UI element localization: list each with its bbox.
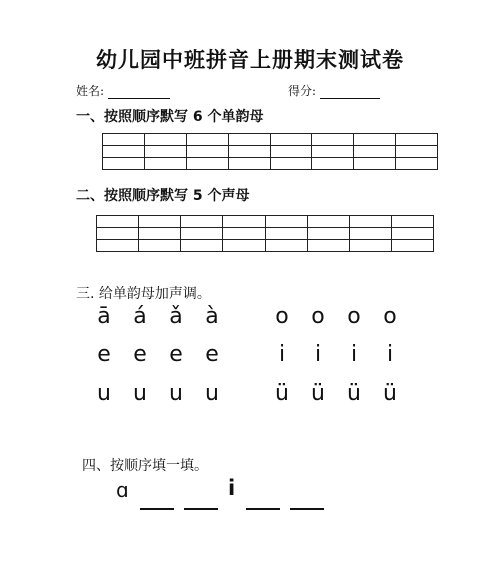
- fill-blank-1[interactable]: [140, 506, 174, 510]
- fill-middle-letter: i: [228, 476, 236, 500]
- tone-letter: e: [133, 342, 147, 367]
- section-4-heading: 四、按顺序填一填。: [82, 458, 208, 474]
- fill-blank-2[interactable]: [184, 506, 218, 510]
- score-field[interactable]: [288, 82, 380, 99]
- tone-letter: e: [97, 342, 111, 367]
- tone-row-2: [86, 342, 408, 367]
- tone-letter: o: [275, 304, 289, 329]
- section-2-heading: 二、按照顺序默写 5 个声母: [76, 188, 250, 204]
- tone-letter: ü: [311, 381, 325, 406]
- fill-blank-4[interactable]: [290, 506, 324, 510]
- section-3-heading: 三. 给单韵母加声调。: [76, 286, 211, 302]
- tone-letter: ü: [383, 381, 397, 406]
- tone-letter: u: [97, 381, 111, 406]
- tone-letter: o: [347, 304, 361, 329]
- tone-letter: u: [205, 381, 219, 406]
- tone-letter: ü: [275, 381, 289, 406]
- name-label: 姓名:: [76, 84, 105, 98]
- score-label: 得分:: [288, 84, 317, 98]
- tone-letter: i: [386, 342, 394, 367]
- fill-first-letter: ɑ: [116, 478, 129, 502]
- section-1-heading: 一、按照顺序默写 6 个单韵母: [76, 109, 264, 125]
- tone-letter: o: [383, 304, 397, 329]
- tone-letter: ü: [347, 381, 361, 406]
- name-blank[interactable]: [108, 85, 170, 99]
- tone-letter: à: [205, 304, 219, 329]
- tone-row-1: [86, 304, 408, 329]
- finals-grid[interactable]: [102, 133, 438, 170]
- tone-letter: i: [314, 342, 322, 367]
- tone-letter: e: [169, 342, 183, 367]
- tone-row-3: [86, 381, 408, 406]
- initials-grid[interactable]: [96, 215, 434, 252]
- tone-letter: i: [278, 342, 286, 367]
- tone-letter: u: [133, 381, 147, 406]
- tone-letter: á: [133, 304, 147, 329]
- tone-letter: ā: [97, 304, 111, 329]
- page-title: 幼儿园中班拼音上册期末测试卷: [96, 48, 404, 72]
- tone-letter: u: [169, 381, 183, 406]
- tone-letter: i: [350, 342, 358, 367]
- tone-letter: o: [311, 304, 325, 329]
- fill-blank-3[interactable]: [246, 506, 280, 510]
- name-field[interactable]: [76, 82, 170, 99]
- tone-letter: e: [205, 342, 219, 367]
- score-blank[interactable]: [320, 85, 380, 99]
- tone-letter: ǎ: [169, 304, 183, 329]
